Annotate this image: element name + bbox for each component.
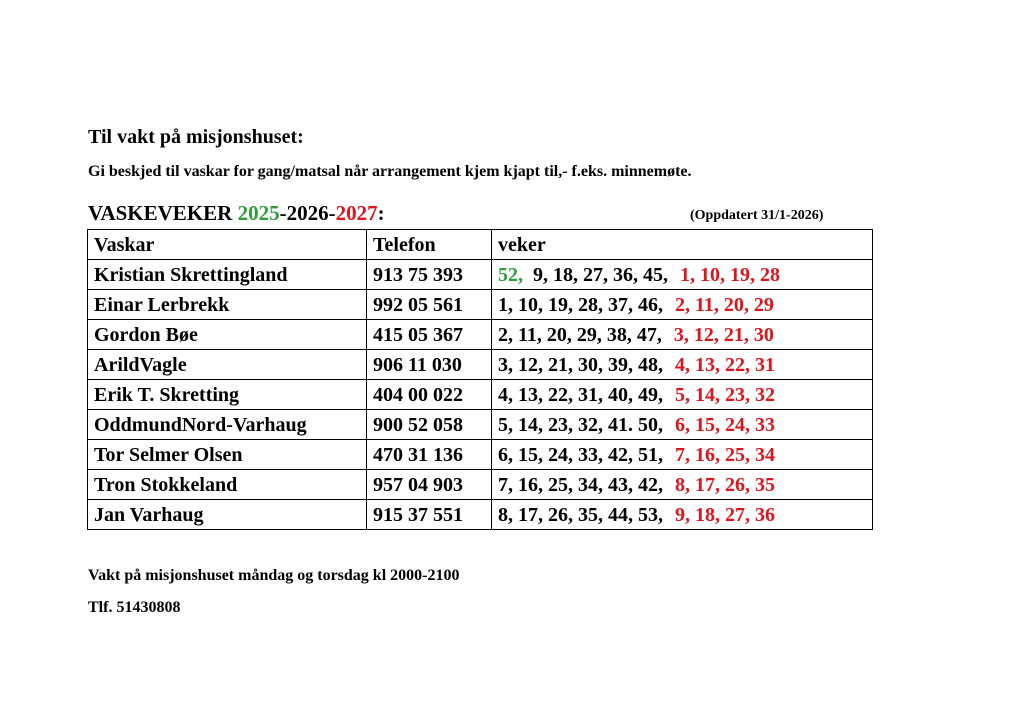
schedule-title-suffix: : bbox=[377, 201, 385, 225]
page-heading: Til vakt på misjonshuset: bbox=[88, 126, 304, 148]
cleaner-phone: 404 00 022 bbox=[367, 380, 492, 410]
cleaner-phone: 915 37 551 bbox=[367, 500, 492, 530]
table-row bbox=[88, 320, 873, 350]
table-row bbox=[88, 350, 873, 380]
cleaner-weeks bbox=[492, 440, 873, 470]
cleaner-name: ArildVagle bbox=[88, 350, 367, 380]
weeks-2027: 3, 12, 21, 30 bbox=[673, 323, 774, 346]
cleaner-name: Tor Selmer Olsen bbox=[88, 440, 367, 470]
cleaner-weeks bbox=[492, 470, 873, 500]
header-vaskar: Vaskar bbox=[88, 230, 367, 260]
cleaner-weeks bbox=[492, 500, 873, 530]
weeks-2027: 6, 15, 24, 33 bbox=[675, 413, 775, 436]
weeks-2026: 4, 13, 22, 31, 40, 49, bbox=[498, 383, 663, 406]
cleaner-name: Einar Lerbrekk bbox=[88, 290, 367, 320]
weeks-2027: 9, 18, 27, 36 bbox=[675, 503, 775, 526]
contact-phone: Tlf. 51430808 bbox=[88, 599, 181, 616]
cleaner-phone: 992 05 561 bbox=[367, 290, 492, 320]
weeks-2026: 5, 14, 23, 32, 41. 50, bbox=[498, 413, 663, 436]
schedule-year-separator: -2026- bbox=[279, 201, 336, 225]
cleaner-weeks bbox=[492, 350, 873, 380]
cleaning-roster-table bbox=[87, 229, 873, 530]
schedule-title bbox=[88, 201, 385, 226]
cleaner-phone: 913 75 393 bbox=[367, 260, 492, 290]
schedule-year-2025: 2025 bbox=[237, 201, 280, 225]
schedule-year-2027: 2027 bbox=[335, 201, 378, 225]
cleaner-phone: 900 52 058 bbox=[367, 410, 492, 440]
table-row bbox=[88, 500, 873, 530]
cleaner-weeks bbox=[492, 410, 873, 440]
updated-date: (Oppdatert 31/1-2026) bbox=[690, 208, 824, 223]
cleaner-weeks bbox=[492, 380, 873, 410]
cleaner-phone: 415 05 367 bbox=[367, 320, 492, 350]
weeks-2026: 2, 11, 20, 29, 38, 47, bbox=[498, 323, 662, 346]
table-header-row bbox=[88, 230, 873, 260]
weeks-2027: 4, 13, 22, 31 bbox=[675, 353, 775, 376]
header-telefon: Telefon bbox=[367, 230, 492, 260]
cleaner-name: Kristian Skrettingland bbox=[88, 260, 367, 290]
cleaner-name: Tron Stokkeland bbox=[88, 470, 367, 500]
weeks-2027: 7, 16, 25, 34 bbox=[675, 443, 775, 466]
cleaner-name: Jan Varhaug bbox=[88, 500, 367, 530]
cleaner-phone: 470 31 136 bbox=[367, 440, 492, 470]
header-veker: veker bbox=[492, 230, 873, 260]
cleaner-phone: 957 04 903 bbox=[367, 470, 492, 500]
notice-text: Gi beskjed til vaskar for gang/matsal når arrangement kjem kjapt til,- f.eks. minnemøte. bbox=[88, 163, 692, 180]
weeks-2026: 1, 10, 19, 28, 37, 46, bbox=[498, 293, 663, 316]
table-row bbox=[88, 380, 873, 410]
weeks-2026: 7, 16, 25, 34, 43, 42, bbox=[498, 473, 663, 496]
table-row bbox=[88, 410, 873, 440]
weeks-2025: 52, bbox=[498, 263, 523, 286]
table-row bbox=[88, 290, 873, 320]
table-row bbox=[88, 440, 873, 470]
cleaner-weeks bbox=[492, 290, 873, 320]
weeks-2026: 9, 18, 27, 36, 45, bbox=[533, 263, 668, 286]
cleaner-name: Erik T. Skretting bbox=[88, 380, 367, 410]
cleaner-name: OddmundNord-Varhaug bbox=[88, 410, 367, 440]
weeks-2026: 3, 12, 21, 30, 39, 48, bbox=[498, 353, 663, 376]
weeks-2026: 6, 15, 24, 33, 42, 51, bbox=[498, 443, 663, 466]
weeks-2027: 5, 14, 23, 32 bbox=[675, 383, 775, 406]
table-row bbox=[88, 260, 873, 290]
schedule-title-prefix: VASKEVEKER bbox=[88, 201, 238, 225]
cleaner-weeks bbox=[492, 320, 873, 350]
cleaner-name: Gordon Bøe bbox=[88, 320, 367, 350]
cleaner-weeks bbox=[492, 260, 873, 290]
table-row bbox=[88, 470, 873, 500]
guard-hours-text: Vakt på misjonshuset måndag og torsdag kl 2000-2100 bbox=[88, 567, 460, 584]
weeks-2027: 8, 17, 26, 35 bbox=[675, 473, 775, 496]
weeks-2027: 1, 10, 19, 28 bbox=[680, 263, 780, 286]
weeks-2027: 2, 11, 20, 29 bbox=[675, 293, 774, 316]
weeks-2026: 8, 17, 26, 35, 44, 53, bbox=[498, 503, 663, 526]
cleaner-phone: 906 11 030 bbox=[367, 350, 492, 380]
